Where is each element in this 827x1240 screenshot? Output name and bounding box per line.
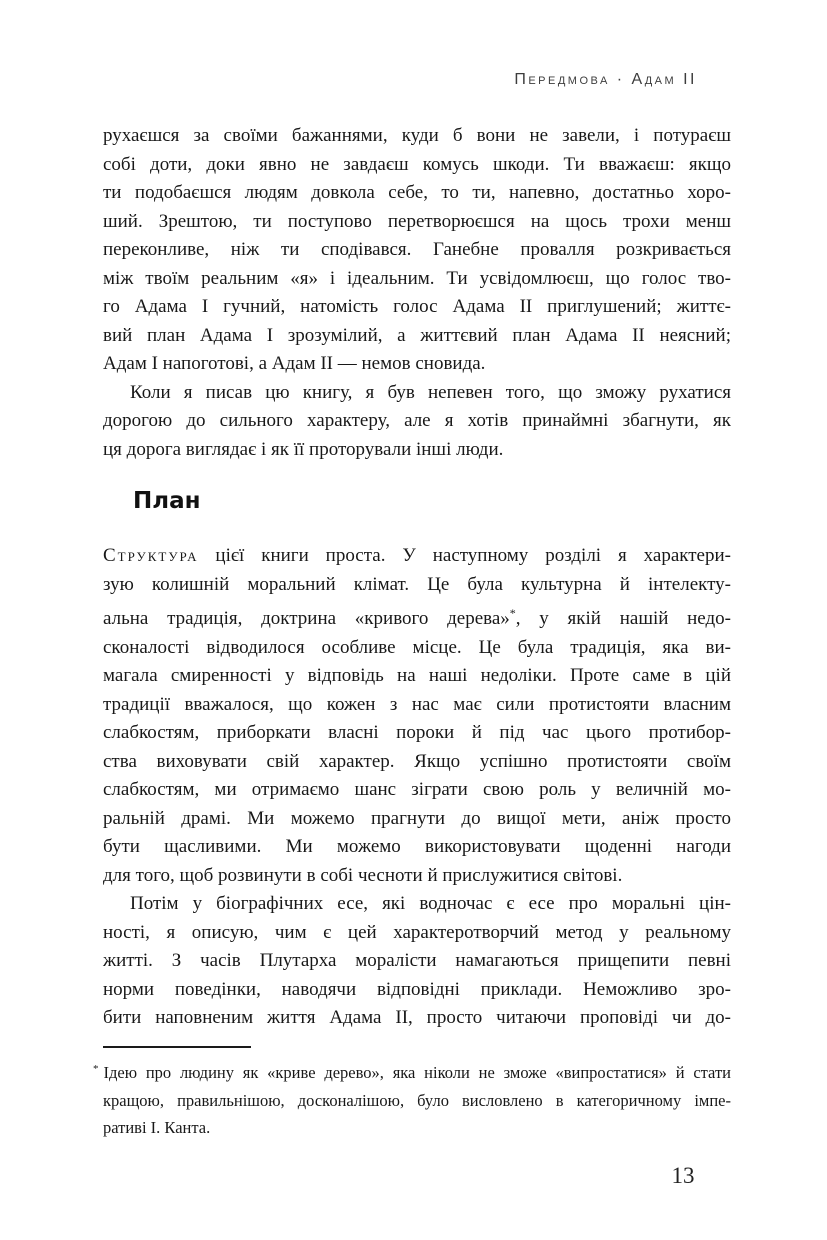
body-line: ральній драмі. Ми можемо прагнути до вищої мети, аніж просто xyxy=(103,807,731,829)
body-line: бити наповненим життя Адама II, просто читаючи проповіді чи до- xyxy=(103,1007,731,1028)
body-line: слабкостям, приборкати власні пороки й під час цього протибор- xyxy=(103,722,731,743)
body-line: го Адама I гучний, натомість голос Адама II приглушений; життє- xyxy=(103,296,731,317)
body-line xyxy=(103,542,731,571)
footnote-line: ративі І. Канта. xyxy=(103,1118,211,1137)
paragraph-4 xyxy=(103,890,731,1033)
body-line: рухаєшся за своїми бажаннями, куди б вони не завели, і потураєш xyxy=(103,125,731,146)
body-line: магала смиренності у відповідь на наші недоліки. Проте саме в цій xyxy=(103,665,731,686)
body-line: Коли я писав цю книгу, я був непевен того, що зможу рухатися xyxy=(130,381,731,403)
body-line: вий план Адама I зрозумілий, а життєвий план Адама II неясний; xyxy=(103,324,731,346)
page-number: 13 xyxy=(671,1163,695,1188)
body-line: житті. З часів Плутарха моралісти намагаються прищепити певні xyxy=(103,950,731,971)
body-line: ти подобаєшся людям довкола себе, то ти, напевно, достатньо хоро- xyxy=(103,182,731,203)
footnote-divider xyxy=(103,1046,251,1048)
footnote-marker-asterisk: * xyxy=(93,1063,99,1075)
body-line xyxy=(103,599,731,634)
body-line: собі доти, доки явно не завдаєш комусь шкоди. Ти вважаєш: якщо xyxy=(103,153,731,175)
body-line: дорогою до сильного характеру, але я хотів принаймні збагнути, як xyxy=(103,410,731,431)
body-line: переконливе, ніж ти сподівався. Ганебне провалля розкривається xyxy=(103,239,731,260)
body-line: ства виховувати свій характер. Якщо успішно протистояти своїм xyxy=(103,750,731,772)
body-line: бути щасливими. Ми можемо використовувати щоденні нагоди xyxy=(103,836,731,857)
text-block xyxy=(103,122,731,1033)
body-line: ший. Зрештою, ти поступово перетворюєшся на щось трохи менш xyxy=(103,210,731,232)
paragraph-1 xyxy=(103,122,731,379)
body-line-text: альна традиція, доктрина «кривого дерева» xyxy=(103,608,510,629)
footnote xyxy=(93,1056,731,1142)
body-line: Потім у біографічних есе, які водночас є есе про моральні цін- xyxy=(130,893,731,914)
body-line: Адам I напоготові, а Адам II — немов сновида. xyxy=(103,353,486,374)
body-line: норми поведінки, наводячи відповідні приклади. Неможливо зро- xyxy=(103,978,731,1000)
footnote-line xyxy=(93,1056,731,1087)
footnote-line-text: Ідею про людину як «криве дерево», яка ніколи не зможе «випростатися» й стати xyxy=(103,1063,731,1082)
body-line: ця дорога виглядає і як її проторували інші люди. xyxy=(103,438,504,460)
body-line: традиції вважалося, що кожен з нас має сили протистояти власним xyxy=(103,693,731,715)
body-line: між твоїм реальним «я» і ідеальним. Ти усвідомлюєш, що голос тво- xyxy=(103,267,731,289)
running-header: Передмова · Адам II xyxy=(514,71,697,88)
footnote-reference-asterisk: * xyxy=(509,606,516,620)
body-line-text: , у якій нашій недо- xyxy=(515,608,731,629)
paragraph-2 xyxy=(103,379,731,465)
smallcaps-lead-word: Структура xyxy=(103,545,199,566)
body-line: зую колишній моральний клімат. Це була культурна й інтелекту- xyxy=(103,573,731,595)
body-line: для того, щоб розвинути в собі чесноти й прислужитися світові. xyxy=(103,864,623,886)
paragraph-3 xyxy=(103,542,731,890)
body-line: слабкостям, ми отримаємо шанс зіграти свою роль у величній мо- xyxy=(103,779,731,800)
body-line: сконалості відводилося особливе місце. Це була традиція, яка ви- xyxy=(103,636,731,658)
body-line-text: цієї книги проста. У наступному розділі я характери- xyxy=(198,545,731,566)
body-line: ності, я описую, чим є цей характеротворчий метод у реальному xyxy=(103,921,731,943)
footnote-line: кращою, правильнішою, досконалішою, було висловлено в категоричному імпе- xyxy=(103,1090,731,1110)
section-heading: План xyxy=(133,488,201,514)
